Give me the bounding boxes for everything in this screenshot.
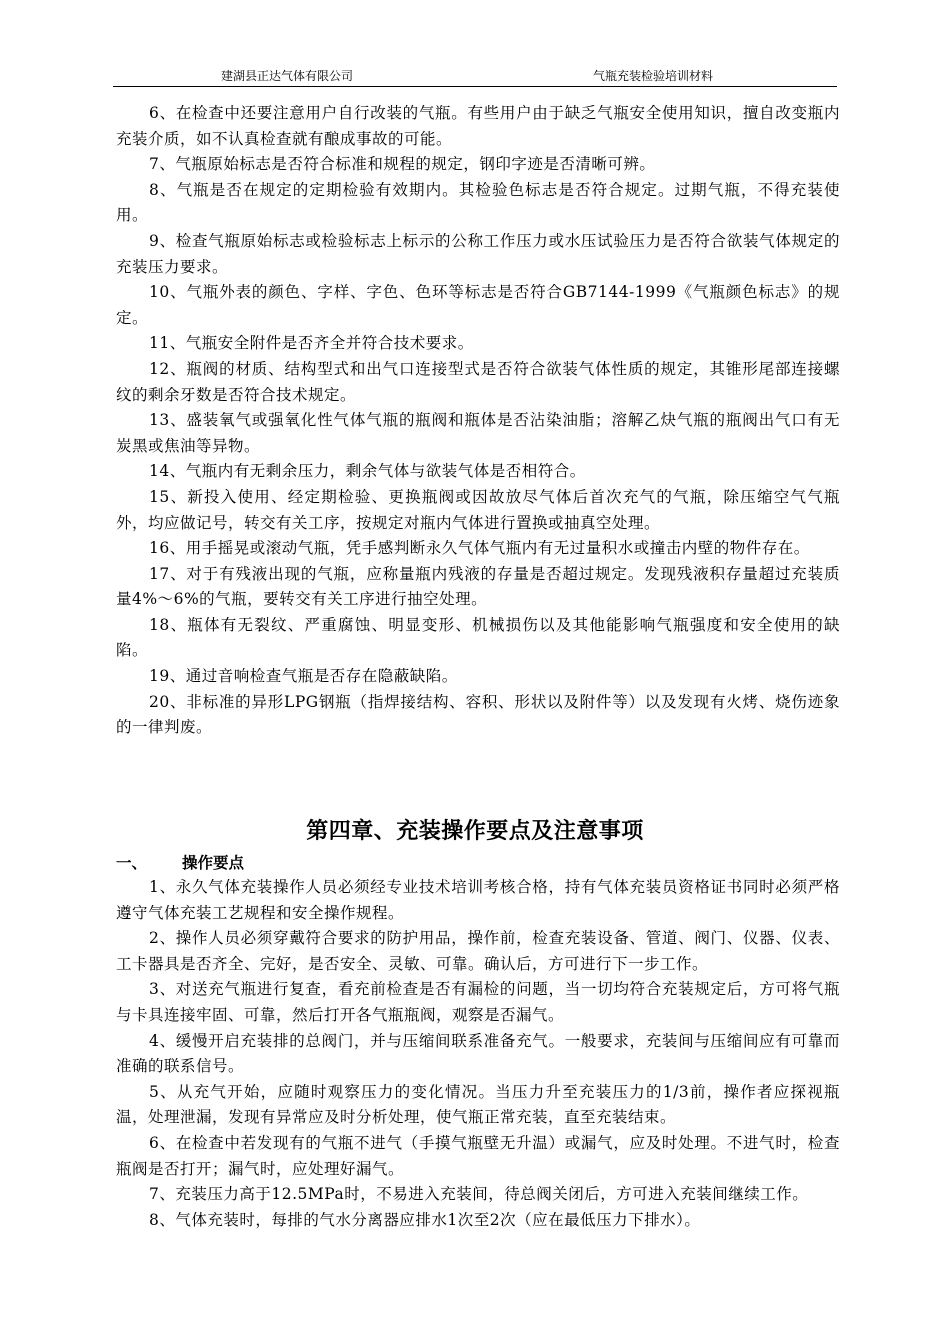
subsection-title: 操作要点: [182, 854, 245, 872]
header-doc-title: 气瓶充装检验培训材料: [593, 69, 714, 83]
paragraph: 6、在检查中还要注意用户自行改装的气瓶。有些用户由于缺乏气瓶安全使用知识，擅自改变瓶内充装介质，如不认真检查就有酿成事故的可能。: [116, 104, 840, 148]
paragraph: 19、通过音响检查气瓶是否存在隐蔽缺陷。: [149, 667, 458, 686]
subsection-number: 一、: [116, 854, 148, 872]
paragraph: 20、非标准的异形LPG钢瓶（指焊接结构、容积、形状以及附件等）以及发现有火烤、烧伤迹象的一律判废。: [116, 692, 840, 737]
paragraph: 3、对送充气瓶进行复查，看充前检查是否有漏检的问题，当一切均符合充装规定后，方可将气瓶与卡具连接牢固、可靠，然后打开各气瓶瓶阀，观察是否漏气。: [116, 980, 840, 1024]
paragraph: 7、充装压力高于12.5MPa时，不易进入充装间，待总阀关闭后，方可进入充装间继续工作。: [149, 1185, 809, 1204]
subsection-heading: [116, 852, 840, 874]
page-header: [113, 64, 837, 87]
paragraph: 11、气瓶安全附件是否齐全并符合技术要求。: [149, 334, 474, 353]
paragraph: 8、气瓶是否在规定的定期检验有效期内。其检验色标志是否符合规定。过期气瓶，不得充装使用。: [116, 180, 840, 225]
paragraph: 6、在检查中若发现有的气瓶不进气（手摸气瓶壁无升温）或漏气，应及时处理。不进气时，检查瓶阀是否打开；漏气时，应处理好漏气。: [116, 1133, 840, 1178]
paragraph: 12、瓶阀的材质、结构型式和出气口连接型式是否符合欲装气体性质的规定，其锥形尾部连接螺纹的剩余牙数是否符合技术规定。: [116, 359, 840, 404]
chapter-body: [116, 852, 840, 1233]
paragraph: 18、瓶体有无裂纹、严重腐蚀、明显变形、机械损伤以及其他能影响气瓶强度和安全使用的缺陷。: [116, 615, 840, 660]
paragraph: 1、永久气体充装操作人员必须经专业技术培训考核合格，持有气体充装员资格证书同时必须严格遵守气体充装工艺规程和安全操作规程。: [116, 878, 840, 922]
chapter-title: 第四章、充装操作要点及注意事项: [306, 819, 644, 844]
paragraph: 14、气瓶内有无剩余压力，剩余气体与欲装气体是否相符合。: [149, 462, 586, 481]
paragraph: 16、用手摇晃或滚动气瓶，凭手感判断永久气体气瓶内有无过量积水或撞击内壁的物件存在。: [149, 539, 810, 558]
paragraph: 4、缓慢开启充装排的总阀门，并与压缩间联系准备充气。一般要求，充装间与压缩间应有可靠而准确的联系信号。: [116, 1031, 840, 1076]
header-company: 建湖县正达气体有限公司: [221, 69, 354, 83]
paragraph: 2、操作人员必须穿戴符合要求的防护用品，操作前，检查充装设备、管道、阀门、仪器、仪表、工卡器具是否齐全、完好，是否安全、灵敏、可靠。确认后，方可进行下一步工作。: [116, 929, 840, 973]
paragraph: 8、气体充装时，每排的气水分离器应排水1次至2次（应在最低压力下排水）。: [149, 1210, 701, 1229]
paragraph: 10、气瓶外表的颜色、字样、字色、色环等标志是否符合GB7144-1999《气瓶颜色标志》的规定。: [116, 283, 840, 327]
paragraph: 7、气瓶原始标志是否符合标准和规程的规定，钢印字迹是否清晰可辨。: [149, 155, 656, 174]
inspection-items: [116, 101, 840, 741]
paragraph: 9、检查气瓶原始标志或检验标志上标示的公称工作压力或水压试验压力是否符合欲装气体规定的充装压力要求。: [116, 231, 840, 276]
paragraph: 15、新投入使用、经定期检验、更换瓶阀或因故放尽气体后首次充气的气瓶，除压缩空气气瓶外，均应做记号，转交有关工序，按规定对瓶内气体进行置换或抽真空处理。: [116, 487, 840, 532]
paragraph: 5、从充气开始，应随时观察压力的变化情况。当压力升至充装压力的1/3前，操作者应探视瓶温，处理泄漏，发现有异常应及时分析处理，使气瓶正常充装，直至充装结束。: [116, 1082, 840, 1127]
paragraph: 13、盛装氧气或强氧化性气体气瓶的瓶阀和瓶体是否沾染油脂；溶解乙炔气瓶的瓶阀出气口有无炭黑或焦油等异物。: [116, 411, 840, 455]
paragraph: 17、对于有残液出现的气瓶，应称量瓶内残液的存量是否超过规定。发现残液积存量超过充装质量4%～6%的气瓶，要转交有关工序进行抽空处理。: [116, 564, 840, 609]
